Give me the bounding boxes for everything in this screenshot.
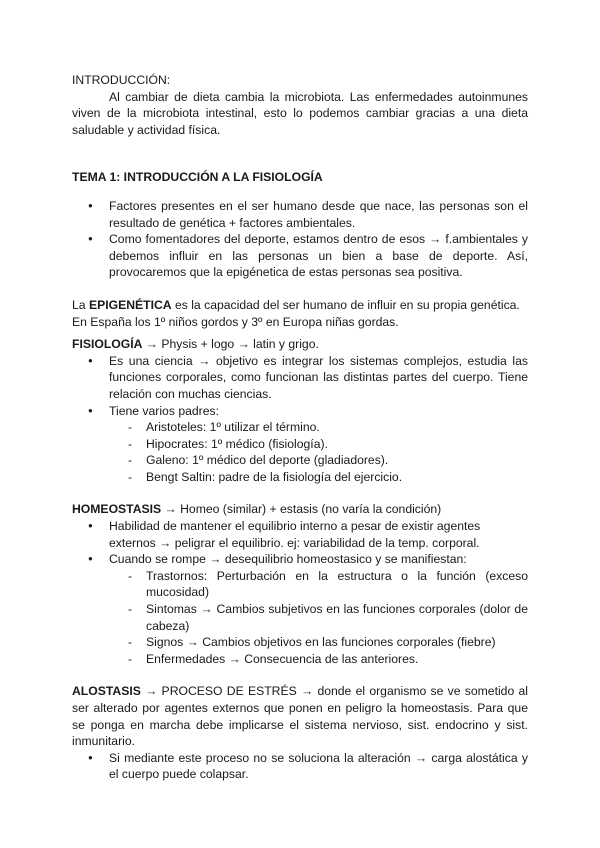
epigenetica-line1: es la capacidad del ser humano de influir en su propia genética.: [171, 297, 520, 312]
document-body: [72, 72, 528, 783]
alostasis-bullet-list: [72, 750, 528, 783]
fisiologia-bullet2: Tiene varios padres:: [109, 403, 219, 418]
fisiologia-bullet-list: [72, 353, 528, 486]
epigenetica-term: EPIGENÉTICA: [88, 297, 172, 312]
fisiologia-definition: → Physis + logo → latin y grigo.: [142, 337, 319, 352]
list-item: ● Si mediante este proceso no se soluciona la alteración → carga alostática y el cuerpo puede colapsar.: [72, 750, 528, 783]
list-item: - Aristoteles: 1º utilizar el término.: [109, 419, 528, 436]
list-item: ● Habilidad de mantener el equilibrio interno a pesar de existir agentes externos → peligrar el equilibrio. ej: variabilidad de la temp. corporal.: [72, 518, 528, 551]
alostasis-paragraph: [72, 683, 528, 749]
list-item: - Bengt Saltin: padre de la fisiología del ejercicio.: [109, 469, 528, 486]
intro-title: INTRODUCCIÓN:: [72, 73, 171, 87]
padres-list: [109, 419, 528, 485]
list-item: [72, 551, 528, 667]
list-item: ● Factores presentes en el ser humano desde que nace, las personas son el resultado de genética + factores ambientales.: [72, 198, 528, 231]
tema1-heading: TEMA 1: INTRODUCCIÓN A LA FISIOLOGÍA: [72, 170, 323, 185]
list-item: [72, 403, 528, 486]
intro-paragraph: Al cambiar de dieta cambia la microbiota. Las enfermedades autoinmunes viven de la microbiota intestinal, esto lo podemos cambiar gracias a una dieta saludable y actividad física.: [72, 89, 528, 137]
homeostasis-items-list: [109, 568, 528, 668]
epigenetica-line2: En España los 1º niños gordos y 3º en Europa niñas gordas.: [72, 314, 399, 329]
epigenetica-pre: La: [72, 297, 89, 312]
list-item: - Signos → Cambios objetivos en las funciones corporales (fiebre): [109, 634, 528, 651]
list-item: ● Es una ciencia → objetivo es integrar los sistemas complejos, estudia las funciones corporales, como funcionan las distintas partes del cuerpo. Tiene relación con muchas ciencias.: [72, 353, 528, 403]
fisiologia-line: [72, 336, 528, 353]
list-item: ● Como fomentadores del deporte, estamos dentro de esos → f.ambientales y debemos influir en las personas un bien a base de deporte. Así, provocaremos que la epigénetica de estas personas sea positiva.: [72, 231, 528, 281]
epigenetica-paragraph: [72, 297, 528, 314]
tema1-bullet-list: [72, 198, 528, 281]
list-item: - Galeno: 1º médico del deporte (gladiadores).: [109, 452, 528, 469]
list-item: - Trastornos: Perturbación en la estructura o la función (exceso mucosidad): [109, 568, 528, 601]
list-item: - Hipocrates: 1º médico (fisiología).: [109, 436, 528, 453]
homeostasis-term: HOMEOSTASIS: [72, 502, 162, 517]
homeostasis-line: [72, 501, 528, 518]
list-item: - Sintomas → Cambios subjetivos en las funciones corporales (dolor de cabeza): [109, 601, 528, 634]
alostasis-definition: → PROCESO DE ESTRÉS → donde el organismo se ve sometido al ser alterado por agentes externos que ponen en peligro la homeostasis. Para que se ponga en marcha debe implicarse el sistema nervioso, sist. endocrino y sist. inmunitario.: [72, 684, 528, 749]
fisiologia-term: FISIOLOGÍA: [72, 337, 143, 352]
list-item: - Enfermedades → Consecuencia de las anteriores.: [109, 651, 528, 668]
alostasis-term: ALOSTASIS: [72, 684, 141, 699]
homeostasis-definition: → Homeo (similar) + estasis (no varía la condición): [161, 502, 442, 517]
homeostasis-bullet-list: [72, 518, 528, 667]
homeostasis-bullet2: Cuando se rompe → desequilibrio homeostasico y se manifiestan:: [109, 552, 467, 567]
